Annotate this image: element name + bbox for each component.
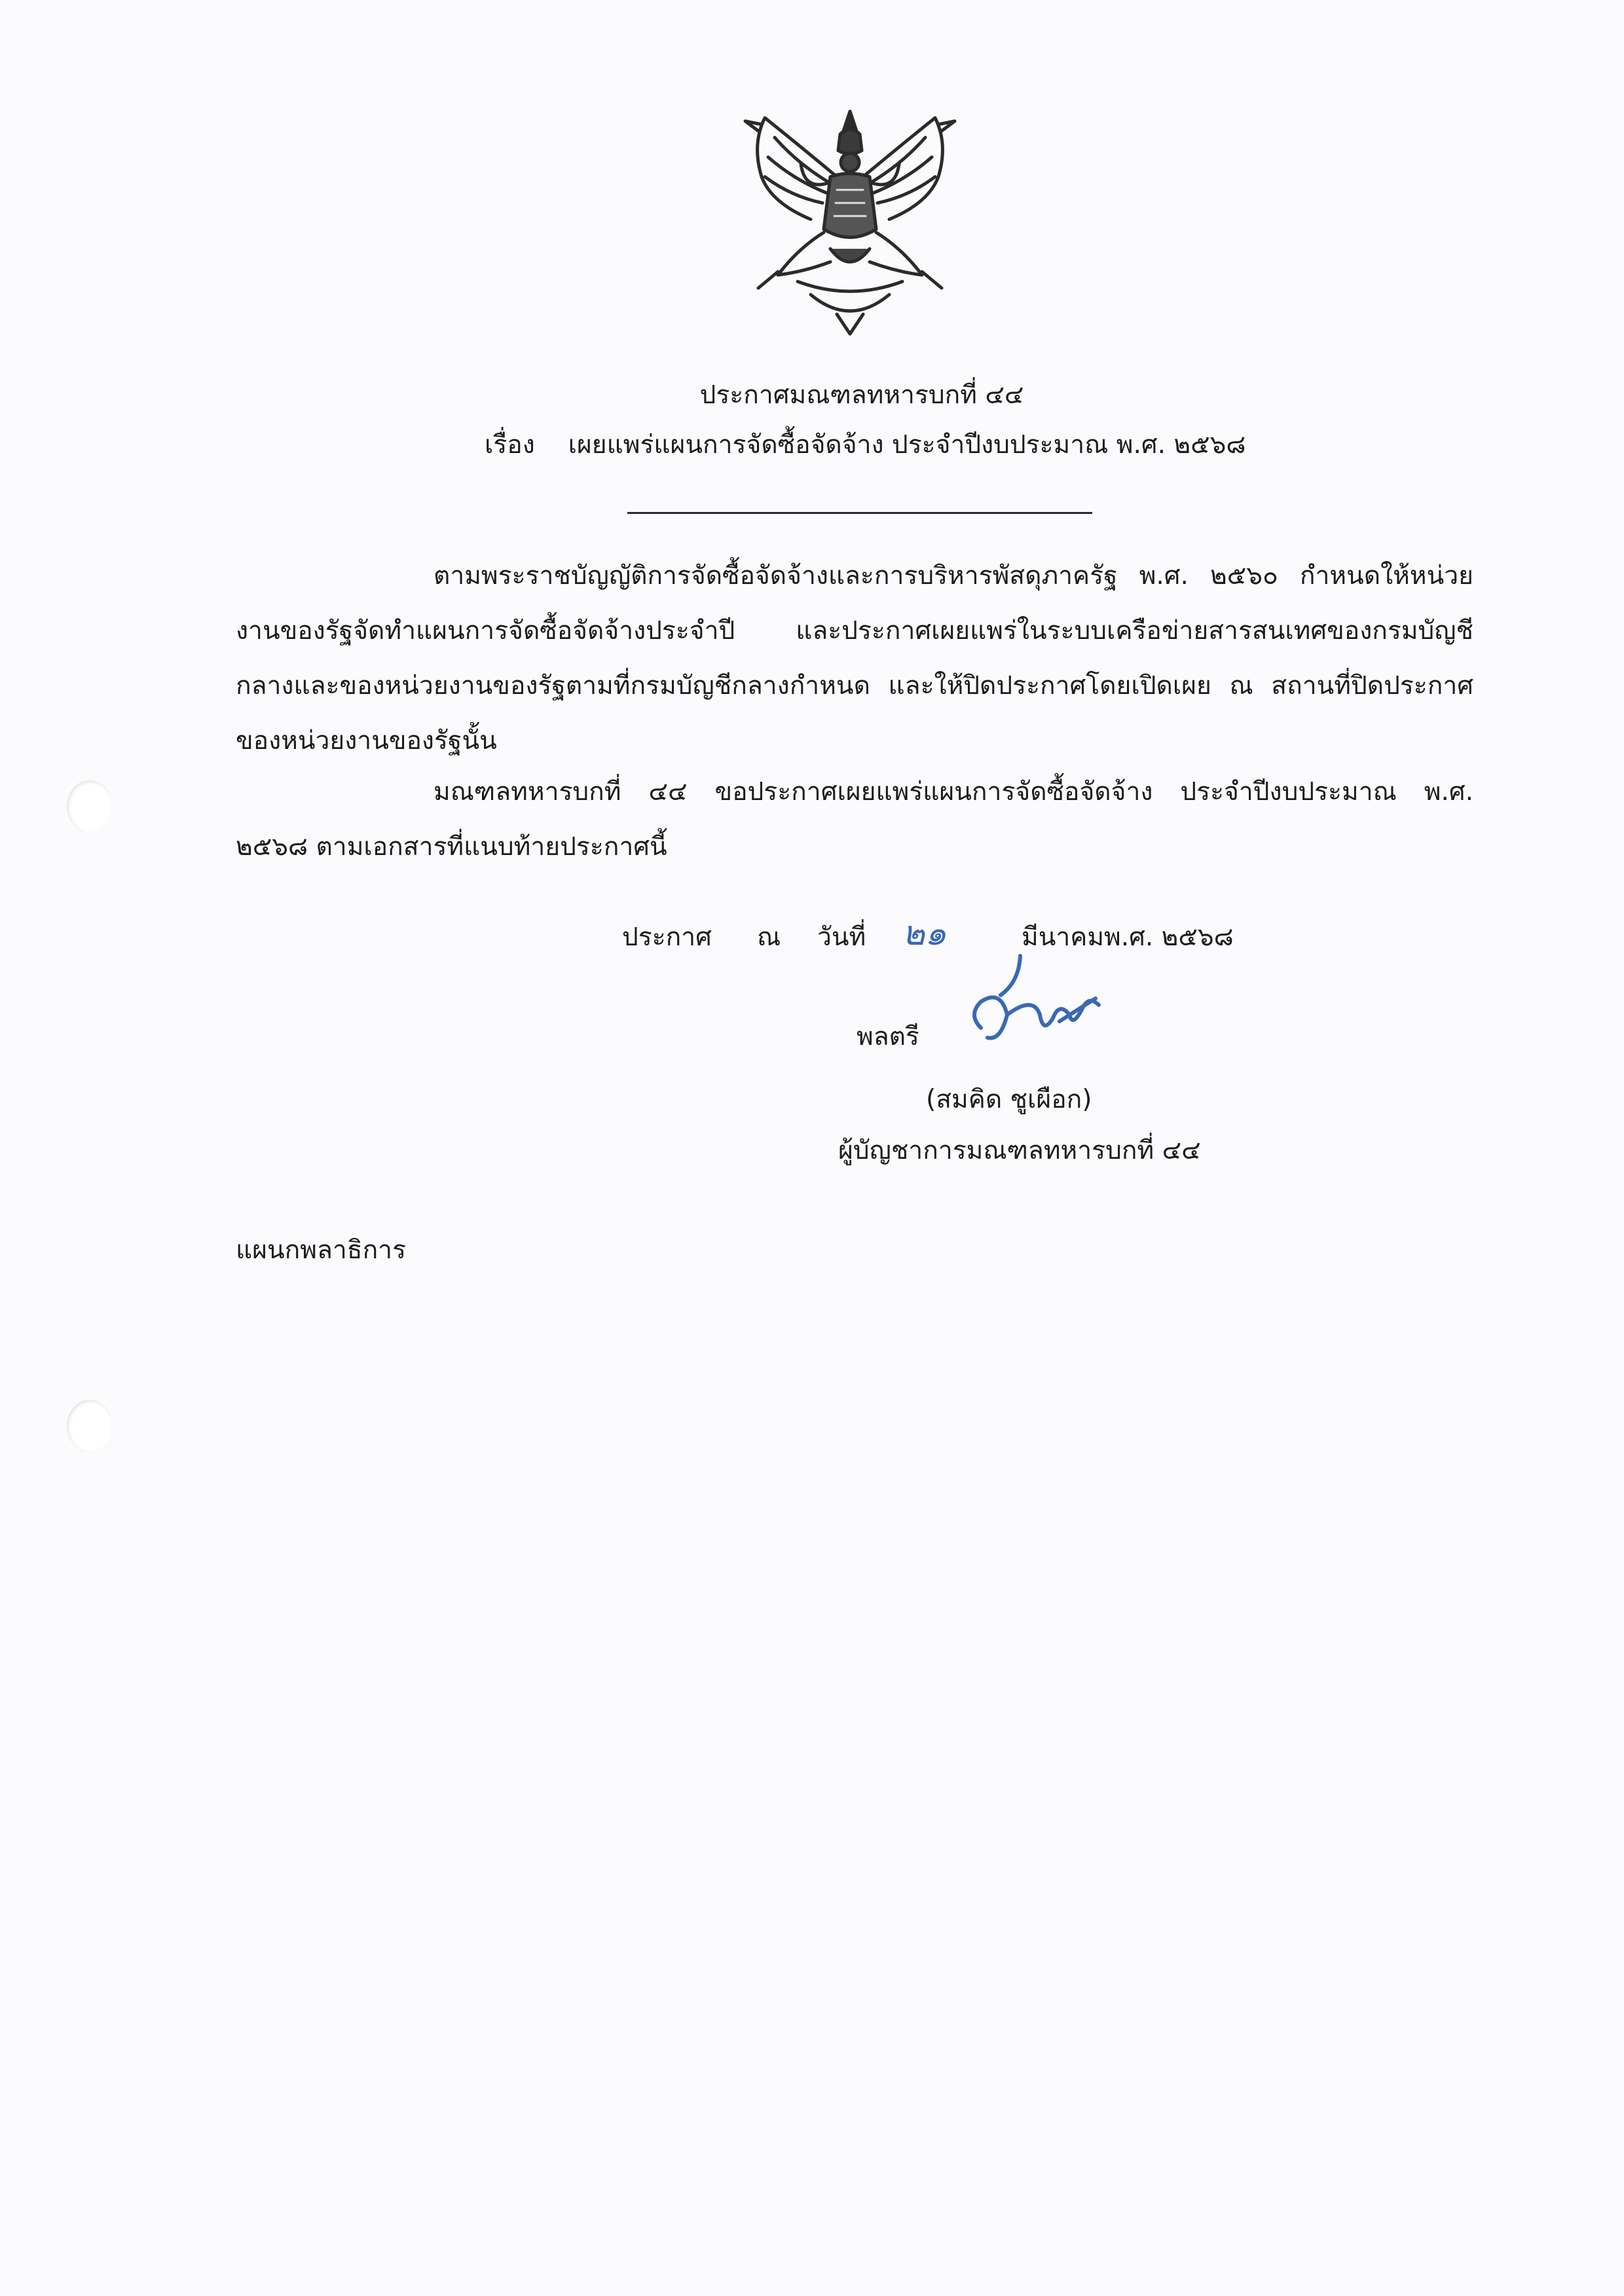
signatory-name: (สมคิด ชูเผือก) [926, 1085, 1092, 1114]
year-text: พ.ศ. ๒๕๖๘ [1104, 922, 1234, 952]
punch-hole [67, 780, 113, 833]
punch-hole [67, 1400, 113, 1452]
handwritten-signature [961, 943, 1112, 1061]
handwritten-day: ๒๑ [902, 914, 947, 953]
announce-label: ประกาศ [622, 922, 712, 952]
subject-line [485, 432, 1246, 458]
garuda-emblem-icon [739, 105, 961, 340]
title-divider [627, 512, 1092, 514]
month-text: มีนาคม [1022, 922, 1105, 952]
department-label: แผนกพลาธิการ [236, 1235, 407, 1265]
signatory-rank: พลตรี [857, 1022, 919, 1051]
subject-text: เผยแพร่แผนการจัดซื้อจัดจ้าง ประจำปีงบประมาณ พ.ศ. ๒๕๖๘ [568, 430, 1246, 460]
at-label: ณ [757, 922, 781, 952]
body-paragraph-1: ตามพระราชบัญญัติการจัดซื้อจัดจ้างและการบริหารพัสดุภาครัฐ พ.ศ. ๒๕๖๐ กำหนดให้หน่วยงานของรัฐจัดทำแผนการจัดซื้อจัดจ้างประจำปี และประกาศเผยแพร่ในระบบเครือข่ายสารสนเทศของกรมบัญชีกลางและของหน่วยงานของรัฐตามที่กรมบัญชีกลางกำหนด และให้ปิดประกาศโดยเปิดเผย ณ สถานที่ปิดประกาศของหน่วยงานของรัฐนั้น [236, 561, 1473, 756]
signatory-position: ผู้บัญชาการมณฑลทหารบกที่ ๔๔ [838, 1136, 1201, 1165]
announcement-title: ประกาศมณฑลทหารบกที่ ๔๔ [699, 380, 1024, 410]
day-label: วันที่ [817, 922, 866, 952]
body-paragraph-2: มณฑลทหารบกที่ ๔๔ ขอประกาศเผยแพร่แผนการจัดซื้อจัดจ้าง ประจำปีงบประมาณ พ.ศ. ๒๕๖๘ ตามเอกสารที่แนบท้ายประกาศนี้ [236, 777, 1473, 862]
subject-label: เรื่อง [485, 430, 535, 460]
